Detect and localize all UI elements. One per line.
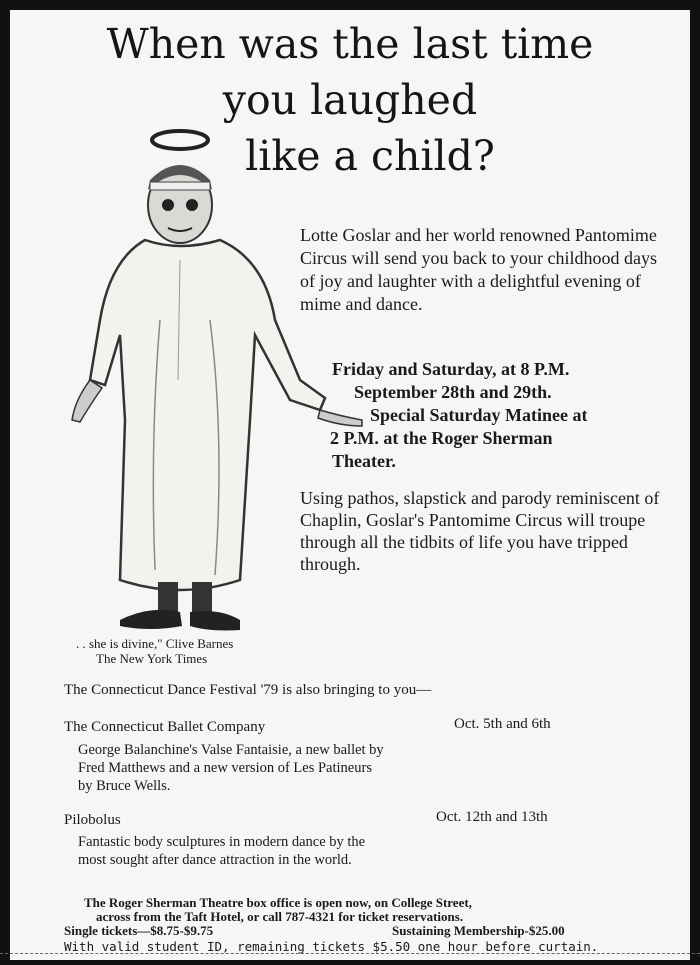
headline-line-1: When was the last time [106, 20, 594, 68]
caption-quote: . . she is divine," Clive Barnes [76, 636, 234, 651]
perforation-divider [0, 953, 700, 958]
gown-icon [90, 240, 325, 590]
company-description: Fantastic body sculptures in modern dance by the most sought after dance attraction in the world. [78, 834, 366, 868]
company-dates: Oct. 5th and 6th [454, 716, 551, 732]
schedule-line-5: Theater. [332, 451, 396, 471]
box-office-line-1: The Roger Sherman Theatre box office is open now, on College Street, [84, 895, 472, 910]
box-office-line-2: across from the Taft Hotel, or call 787-4321 for ticket reservations. [96, 909, 464, 924]
headline-line-3: like a child? [245, 132, 495, 180]
pathos-paragraph: Using pathos, slapstick and parody reminiscent of Chaplin, Goslar's Pantomime Circus will troupe through all the tidbits of life you have tripped through. [300, 488, 660, 574]
schedule-line-1: Friday and Saturday, at 8 P.M. [332, 359, 570, 379]
review-caption [76, 636, 233, 666]
schedule-line-3: Special Saturday Matinee at [370, 405, 588, 425]
company-dates: Oct. 12th and 13th [436, 809, 548, 825]
sustaining-membership-price: Sustaining Membership-$25.00 [392, 923, 565, 938]
festival-intro: The Connecticut Dance Festival '79 is also bringing to you— [64, 682, 432, 698]
single-tickets-price: Single tickets—$8.75-$9.75 [64, 923, 214, 938]
left-shoe-icon [120, 610, 182, 629]
company-name: Pilobolus [64, 812, 121, 828]
right-shoe-icon [190, 611, 240, 631]
schedule-block [332, 358, 588, 473]
advertisement-page [10, 10, 690, 960]
halo-icon [152, 131, 208, 149]
headline-line-2: you laughed [222, 76, 478, 124]
company-name: The Connecticut Ballet Company [64, 719, 266, 735]
company-description: George Balanchine's Valse Fantaisie, a new ballet by Fred Matthews and a new version of Les Patineurs by Bruce Wells. [78, 742, 384, 794]
intro-paragraph: Lotte Goslar and her world renowned Pantomime Circus will send you back to your childhood days of joy and laughter with a delightful evening of mime and dance. [300, 225, 657, 314]
schedule-line-4: 2 P.M. at the Roger Sherman [330, 428, 553, 448]
schedule-line-2: September 28th and 29th. [354, 382, 552, 402]
caption-source: The New York Times [96, 651, 208, 666]
student-ticket-note: With valid student ID, remaining tickets $5.50 one hour before curtain. [64, 939, 599, 954]
